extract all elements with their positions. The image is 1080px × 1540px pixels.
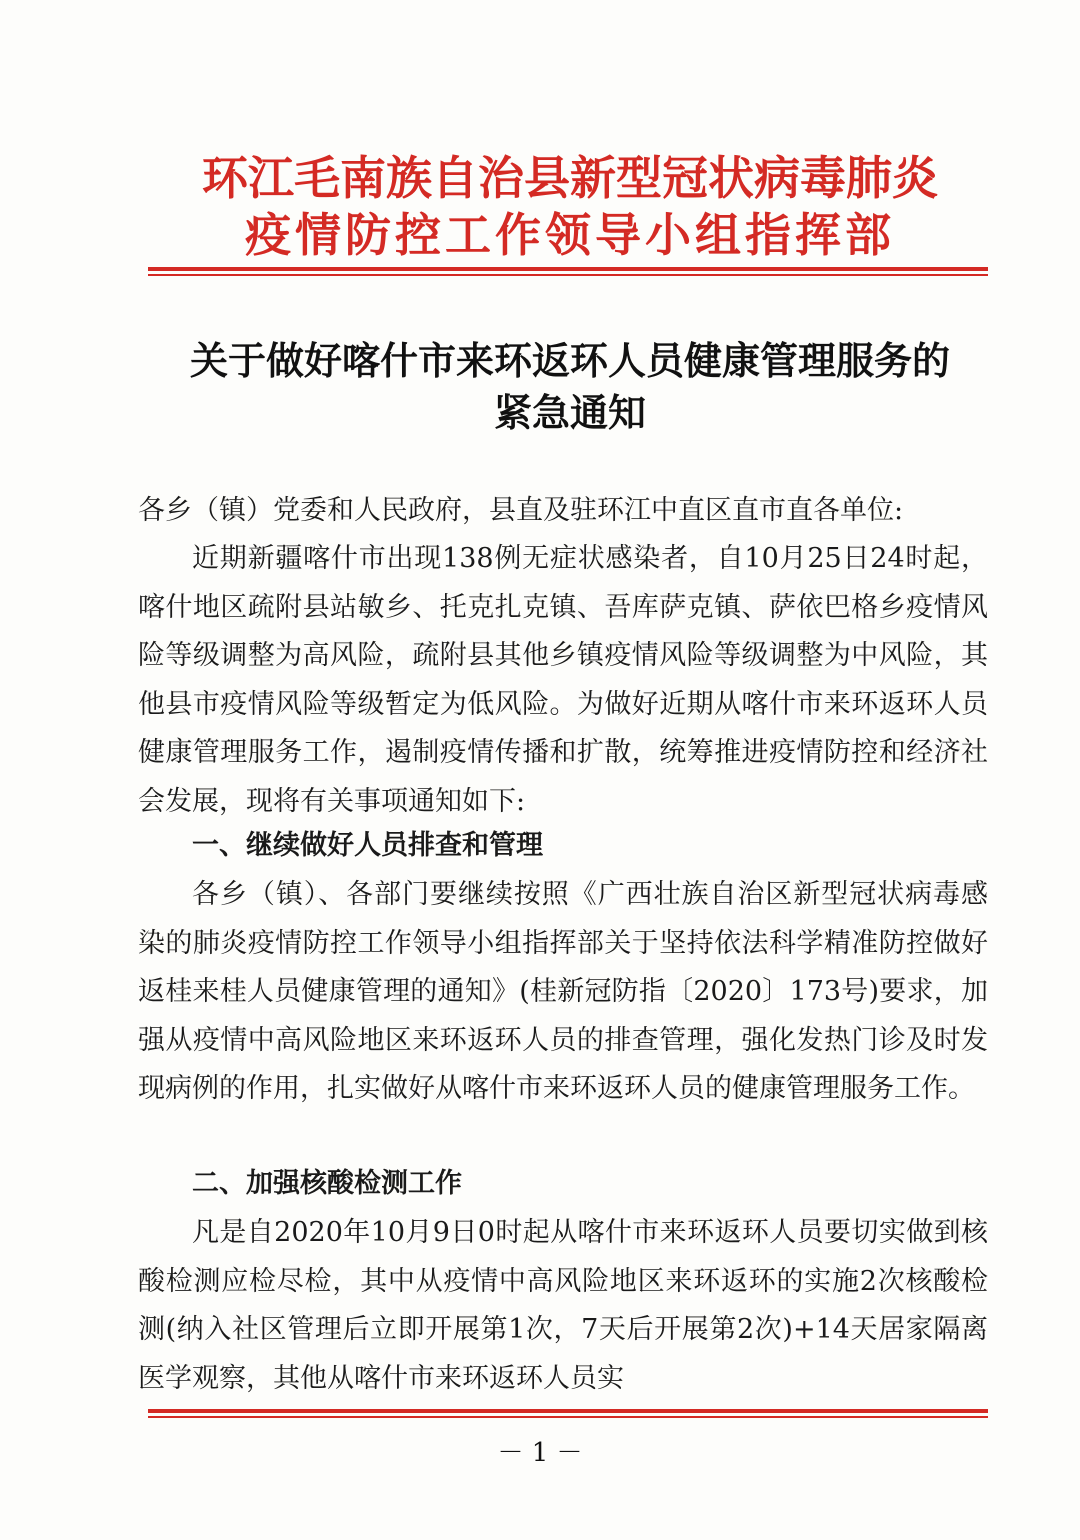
header-red-rule-thick — [148, 267, 988, 271]
body-paragraph-3: 凡是自2020年10月9日0时起从喀什市来环返环人员要切实做到核酸检测应检尽检，其中从疫情中高风险地区来环返环的实施2次核酸检测(纳入社区管理后立即开展第1次，7天后开展第2次)+14天居家隔离医学观察，其他从喀什市来环返环人员实 — [138, 1217, 988, 1394]
document-title-line-2: 紧急通知 — [493, 390, 646, 435]
header-red-rule-thin — [148, 274, 988, 276]
section-heading-2: 二、加强核酸检测工作 — [192, 1168, 462, 1199]
issuing-org-title-line-2: 疫情防控工作领导小组指挥部 — [245, 208, 895, 262]
salutation: 各乡（镇）党委和人民政府，县直及驻环江中直区直市直各单位: — [138, 495, 904, 526]
page-number: － 1 － — [497, 1438, 583, 1468]
issuing-org-title-line-1: 环江毛南族自治县新型冠状病毒肺炎 — [202, 151, 938, 205]
document-title-line-1: 关于做好喀什市来环返环人员健康管理服务的 — [189, 338, 950, 383]
body-paragraph-1: 近期新疆喀什市出现138例无症状感染者，自10月25日24时起，喀什地区疏附县站敏乡、托克扎克镇、吾库萨克镇、萨依巴格乡疫情风险等级调整为高风险，疏附县其他乡镇疫情风险等级调整为中风险，其他县市疫情风险等级暂定为低风险。为做好近期从喀什市来环返环人员健康管理服务工作，遏制疫情传播和扩散，统筹推进疫情防控和经济社会发展，现将有关事项通知如下: — [138, 543, 988, 817]
body-paragraph-2: 各乡（镇）、各部门要继续按照《广西壮族自治区新型冠状病毒感染的肺炎疫情防控工作领导小组指挥部关于坚持依法科学精准防控做好返桂来桂人员健康管理的通知》(桂新冠防指〔2020〕173号)要求，加强从疫情中高风险地区来环返环人员的排查管理，强化发热门诊及时发现病例的作用，扎实做好从喀什市来环返环人员的健康管理服务工作。 — [138, 879, 988, 1105]
footer-red-rule-thin — [148, 1416, 988, 1418]
footer-red-rule-thick — [148, 1409, 988, 1413]
section-heading-1: 一、继续做好人员排查和管理 — [192, 830, 543, 861]
